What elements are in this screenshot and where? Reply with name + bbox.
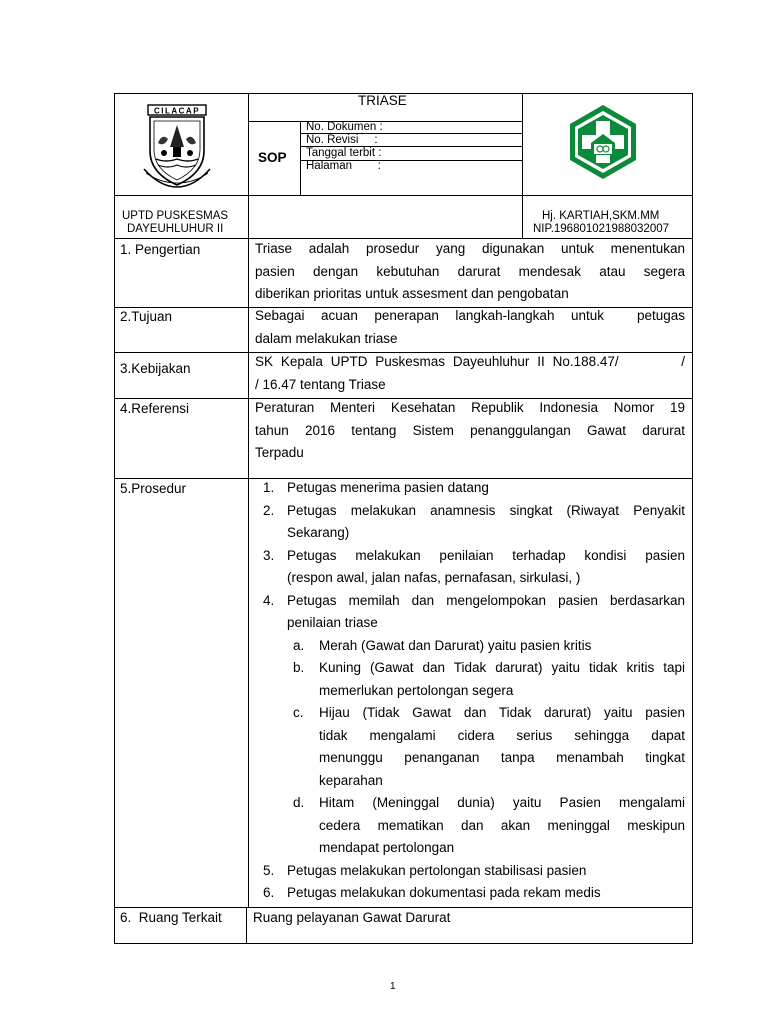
tujuan-text — [255, 305, 685, 350]
substep-line: Hitam (Meninggal dunia) yaitu Pasien mengalami — [319, 795, 685, 810]
row-divider-6 — [114, 907, 693, 908]
meta-no-revisi: No. Revisi : — [306, 134, 378, 146]
document-title: TRIASE — [358, 93, 407, 108]
kebijakan-text — [255, 351, 685, 396]
sop-divider — [300, 121, 301, 196]
step-number: 1. — [263, 480, 275, 495]
puskesmas-logo — [567, 103, 639, 181]
referensi-text — [255, 397, 685, 465]
label-kebijakan: 3.Kebijakan — [120, 361, 191, 376]
org-name-line1: UPTD PUSKESMAS — [122, 210, 229, 222]
step-line: (respon awal, jalan nafas, pernafasan, sirkulasi, ) — [287, 570, 581, 585]
signer-name: Hj. KARTIAH,SKM.MM — [542, 210, 660, 222]
substep-line: mendapat pertolongan — [319, 840, 455, 855]
prosedur-substep — [293, 702, 685, 792]
label-prosedur: 5.Prosedur — [120, 481, 187, 496]
header-title-divider — [248, 121, 522, 122]
tujuan-line-2: dalam melakukan triase — [255, 330, 398, 346]
substep-letter: a. — [293, 637, 305, 653]
step-number: 3. — [263, 547, 275, 563]
step-line: Petugas melakukan anamnesis singkat (Riwayat Penyakit — [287, 502, 685, 518]
header-bottom-line — [114, 195, 693, 196]
referensi-line-1: Peraturan Menteri Kesehatan Republik Indonesia Nomor 19 — [255, 400, 685, 415]
substep-line: Kuning (Gawat dan Tidak darurat) yaitu tidak kritis tapi — [319, 660, 685, 675]
step-number: 2. — [263, 502, 275, 518]
emblem-text: CILACAP — [153, 106, 201, 116]
ruang-divider — [246, 907, 247, 943]
ruang-terkait-value: Ruang pelayanan Gawat Darurat — [253, 910, 451, 925]
table-border-bottom — [114, 943, 693, 944]
meta-tanggal-terbit: Tanggal terbit : — [306, 147, 382, 159]
substep-line: tidak mengalami cidera serius sehingga dapat — [319, 727, 685, 743]
org-name-line2: DAYEUHLUHUR II — [127, 223, 224, 235]
step-line: Petugas menerima pasien datang — [287, 480, 489, 495]
pengertian-line-2: pasien dengan kebutuhan darurat mendesak atau segera — [255, 263, 685, 279]
substep-line: memerlukan pertolongan segera — [319, 682, 514, 698]
step-number: 5. — [263, 862, 275, 878]
prosedur-step — [263, 545, 685, 590]
label-ruang-terkait: 6. Ruang Terkait — [120, 910, 222, 925]
table-border-right — [692, 93, 693, 944]
meta-no-dokumen: No. Dokumen : — [306, 121, 383, 133]
prosedur-list — [263, 477, 685, 905]
substep-letter: b. — [293, 660, 305, 675]
prosedur-step — [263, 477, 685, 500]
prosedur-substep — [293, 792, 685, 860]
label-referensi: 4.Referensi — [120, 401, 190, 416]
meta-halaman: Halaman : — [306, 160, 381, 172]
step-line: Petugas memilah dan mengelompokan pasien berdasarkan — [287, 592, 685, 608]
page-number: 1 — [390, 981, 396, 992]
header-right-divider — [522, 93, 523, 238]
tujuan-line-1: Sebagai acuan penerapan langkah-langkah untuk petugas — [255, 308, 685, 323]
sop-label: SOP — [258, 150, 287, 165]
label-tujuan: 2.Tujuan — [120, 309, 173, 324]
pengertian-line-1: Triase adalah prosedur yang digunakan untuk menentukan — [255, 241, 685, 256]
pengertian-line-3: diberikan prioritas untuk assesment dan pengobatan — [255, 286, 569, 301]
referensi-line-2: tahun 2016 tentang Sistem penanggulangan Gawat darurat — [255, 422, 685, 438]
prosedur-step — [263, 860, 685, 883]
kebijakan-line-2: / 16.47 tentang Triase — [255, 376, 386, 392]
step-number: 6. — [263, 885, 275, 900]
substep-letter: d. — [293, 795, 305, 810]
step-line: Petugas melakukan penilaian terhadap kondisi pasien — [287, 547, 685, 563]
kebijakan-line-1: SK Kepala UPTD Puskesmas Dayeuhluhur II No.188.47/ / — [255, 354, 685, 369]
referensi-line-3: Terpadu — [255, 445, 304, 460]
pengertian-text — [255, 238, 685, 306]
prosedur-step — [263, 882, 685, 905]
step-line: Petugas melakukan pertolongan stabilisasi pasien — [287, 862, 587, 878]
prosedur-substep — [293, 635, 685, 658]
step-line: Petugas melakukan dokumentasi pada rekam medis — [287, 885, 601, 900]
prosedur-substep — [293, 657, 685, 702]
prosedur-step — [263, 500, 685, 545]
prosedur-step — [263, 590, 685, 635]
substep-line: Merah (Gawat dan Darurat) yaitu pasien kritis — [319, 637, 592, 653]
signer-nip: NIP.196801021988032007 — [533, 223, 670, 235]
table-border-left — [114, 93, 115, 944]
column-divider — [248, 93, 249, 908]
label-pengertian: 1. Pengertian — [120, 242, 201, 257]
step-line: penilaian triase — [287, 615, 378, 630]
substep-letter: c. — [293, 705, 304, 720]
step-number: 4. — [263, 592, 275, 608]
step-line: Sekarang) — [287, 525, 350, 540]
substep-line: cedera mematikan dan akan meninggal meskipun — [319, 817, 685, 833]
substep-line: Hijau (Tidak Gawat dan Tidak darurat) yaitu pasien — [319, 705, 685, 720]
substep-line: keparahan — [319, 772, 383, 788]
cilacap-emblem-logo — [140, 103, 214, 189]
substep-line: menunggu penanganan tanpa menambah tingkat — [319, 750, 685, 765]
